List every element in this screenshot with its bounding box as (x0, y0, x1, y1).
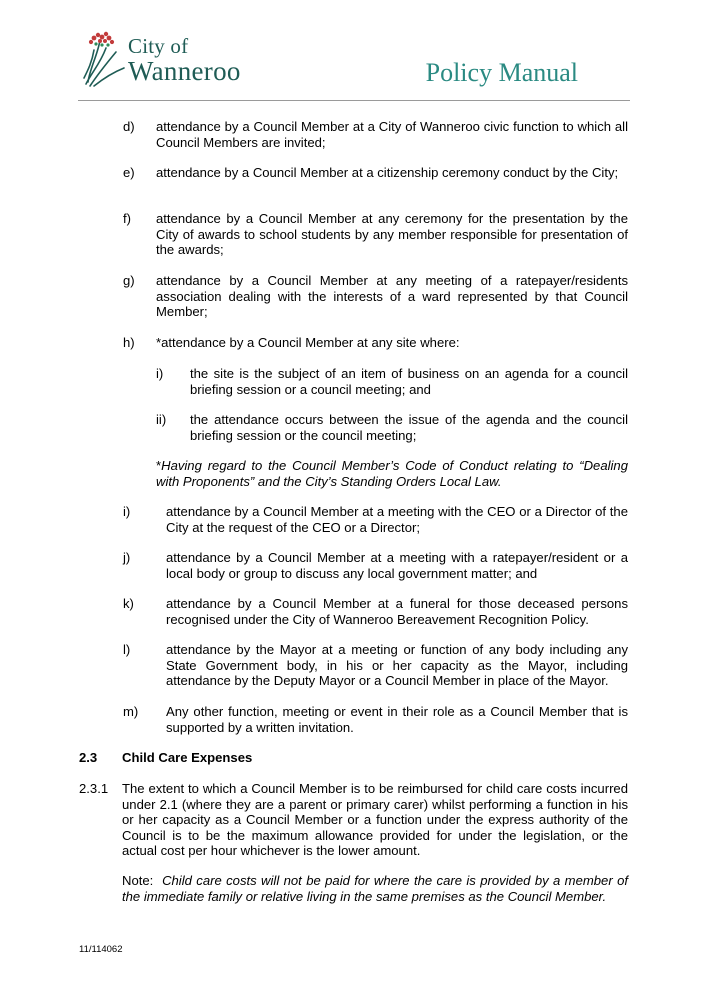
list-item-text: attendance by a Council Member at a City of Wanneroo civic function to which all Council Members are invited; (156, 119, 628, 150)
policy-manual-title: Policy Manual (425, 58, 578, 87)
list-item-label: j) (123, 550, 131, 565)
list-item-label: d) (123, 119, 135, 134)
list-item-text: attendance by a Council Member at any meeting of a ratepayer/residents association dealing with the interests of a ward represented by that Council Member; (156, 273, 628, 319)
list-item-label: i) (123, 504, 131, 519)
section-title: Child Care Expenses (122, 750, 253, 765)
clause-text: The extent to which a Council Member is to be reimbursed for child care costs incurred under 2.1 (where they are a parent or primary carer) whilst performing a function in his or her capacity as a Council Member or a function under the express authority of the Council is to be the maximum allowance provided for under the legislation, or the actual cost per hour whichever is the lower amount. (122, 781, 628, 858)
logo-text-wanneroo: Wanneroo (128, 56, 241, 86)
list-item-text: Any other function, meeting or event in their role as a Council Member that is supported by a written invitation. (166, 704, 628, 735)
header-divider (78, 100, 630, 101)
list-item-label: e) (123, 165, 135, 180)
sub-item-text: the attendance occurs between the issue of the agenda and the council briefing session or the council meeting; (190, 412, 628, 443)
list-item-text: attendance by a Council Member at a meeting with a ratepayer/resident or a local body or group to discuss any local government matter; and (166, 550, 628, 581)
document-number: 11/114062 (79, 944, 123, 955)
list-item-text: attendance by a Council Member at any ceremony for the presentation by the City of awards to school students by any member responsible for presentation of the awards; (156, 211, 628, 257)
clause-number: 2.3.1 (79, 781, 109, 796)
list-item-text: attendance by a Council Member at a citizenship ceremony conduct by the City; (156, 165, 619, 180)
list-item-text: attendance by a Council Member at a meeting with the CEO or a Director of the City at the request of the CEO or a Director; (166, 504, 628, 535)
list-item-label: k) (123, 596, 134, 611)
note-text: Child care costs will not be paid for where the care is provided by a member of the immediate family or relative living in the same premises as the Council Member. (122, 873, 628, 904)
list-item-label: g) (123, 273, 135, 288)
city-of-wanneroo-logo (82, 28, 272, 92)
kangaroo-paw-icon (82, 28, 128, 88)
logo-text-city-of: City of (128, 34, 189, 58)
list-item-label: l) (123, 642, 131, 657)
list-item-text: attendance by a Council Member at a funeral for those deceased persons recognised under the City of Wanneroo Bereavement Recognition Policy. (166, 596, 628, 627)
sub-item-text: the site is the subject of an item of business on an agenda for a council briefing session or a council meeting; and (190, 366, 628, 397)
list-item-label: h) (123, 335, 135, 350)
page-header (0, 0, 706, 104)
list-item-text: attendance by the Mayor at a meeting or function of any body including any State Government body, in his or her capacity as the Mayor, including attendance by the Deputy Mayor or a Council Member in place of the Mayor. (166, 642, 628, 688)
sub-item-label: ii) (156, 412, 167, 427)
conduct-note-text: Having regard to the Council Member’s Code of Conduct relating to “Dealing with Proponents” and the City’s Standing Orders Local Law. (156, 458, 628, 489)
list-item-label: f) (123, 211, 131, 226)
conduct-note-asterisk: * (156, 458, 162, 473)
list-item-label: m) (123, 704, 139, 719)
sub-item-label: i) (156, 366, 164, 381)
section-number: 2.3 (79, 750, 98, 765)
note-prefix: Note: (122, 873, 154, 888)
list-item-text: *attendance by a Council Member at any site where: (156, 335, 460, 350)
